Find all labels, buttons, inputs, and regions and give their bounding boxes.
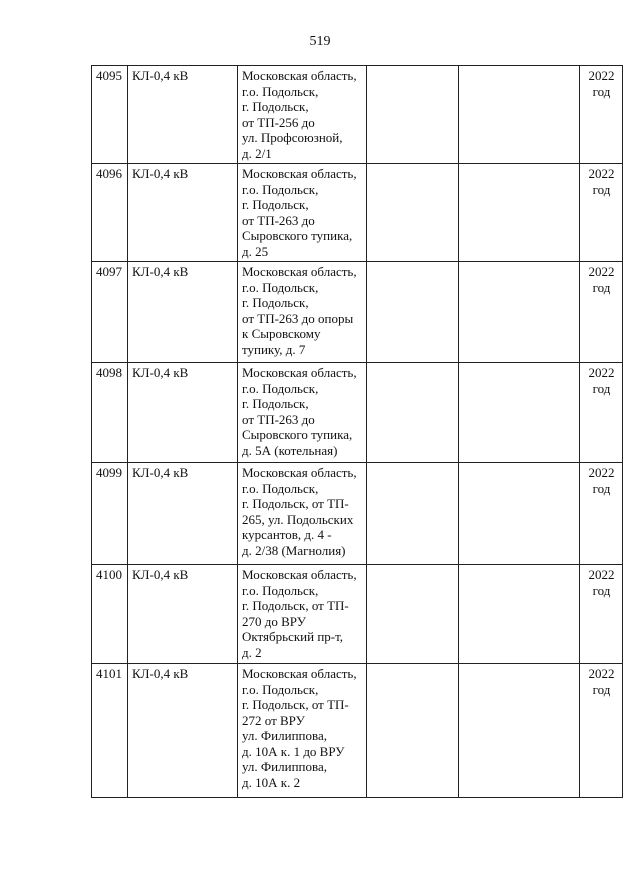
address-cell	[238, 363, 367, 463]
address-line: от ТП-263 до	[242, 212, 315, 228]
year-value: 2022	[588, 465, 615, 480]
table-row	[92, 66, 623, 164]
address-line: Московская область,	[242, 567, 357, 582]
line-type: КЛ-0,4 кВ	[128, 363, 238, 463]
year-unit: год	[592, 83, 611, 99]
address-line: д. 2/38 (Магнолия)	[242, 542, 346, 558]
year-unit: год	[592, 681, 611, 697]
empty-cell	[459, 262, 580, 363]
line-type: КЛ-0,4 кВ	[128, 262, 238, 363]
address-line: г.о. Подольск,	[242, 83, 319, 99]
table-row	[92, 463, 623, 565]
address-line: от ТП-263 до	[242, 411, 315, 427]
empty-cell	[459, 463, 580, 565]
year-unit: год	[592, 279, 611, 295]
row-number: 4095	[92, 66, 128, 164]
year-cell	[580, 463, 623, 565]
address-line: г. Подольск,	[242, 396, 309, 411]
year-cell	[580, 164, 623, 262]
row-number: 4097	[92, 262, 128, 363]
year-value: 2022	[588, 264, 615, 279]
address-line: Сыровского тупика,	[242, 228, 353, 243]
address-line: Московская область,	[242, 264, 357, 279]
year-value: 2022	[588, 666, 615, 681]
row-number: 4100	[92, 565, 128, 664]
address-line: Московская область,	[242, 365, 357, 380]
address-cell	[238, 164, 367, 262]
year-cell	[580, 262, 623, 363]
address-line: Сыровского тупика,	[242, 427, 353, 442]
address-cell	[238, 565, 367, 664]
address-line: тупику, д. 7	[242, 341, 306, 357]
address-line: 270 до ВРУ	[242, 613, 306, 629]
year-unit: год	[592, 480, 611, 496]
address-line: Московская область,	[242, 166, 357, 181]
address-line: от ТП-256 до	[242, 114, 315, 130]
empty-cell	[367, 66, 459, 164]
empty-cell	[367, 565, 459, 664]
address-cell	[238, 66, 367, 164]
address-line: 272 от ВРУ	[242, 712, 305, 728]
year-value: 2022	[588, 365, 615, 380]
address-line: к Сыровскому	[242, 326, 321, 341]
address-line: г.о. Подольск,	[242, 480, 319, 496]
address-line: г. Подольск,	[242, 99, 309, 114]
year-cell	[580, 565, 623, 664]
empty-cell	[459, 164, 580, 262]
empty-cell	[367, 164, 459, 262]
address-line: г.о. Подольск,	[242, 681, 319, 697]
address-cell	[238, 262, 367, 363]
address-line: д. 10А к. 2	[242, 774, 301, 790]
year-unit: год	[592, 181, 611, 197]
year-cell	[580, 363, 623, 463]
address-line: ул. Филиппова,	[242, 728, 327, 743]
address-line: г. Подольск, от ТП-	[242, 697, 349, 712]
address-line: г.о. Подольск,	[242, 582, 319, 598]
year-unit: год	[592, 380, 611, 396]
line-type: КЛ-0,4 кВ	[128, 463, 238, 565]
address-line: курсантов, д. 4 -	[242, 527, 332, 542]
address-cell	[238, 664, 367, 798]
line-type: КЛ-0,4 кВ	[128, 664, 238, 798]
registry-table	[91, 65, 623, 798]
empty-cell	[459, 66, 580, 164]
address-line: Московская область,	[242, 465, 357, 480]
line-type: КЛ-0,4 кВ	[128, 66, 238, 164]
year-value: 2022	[588, 68, 615, 83]
row-number: 4098	[92, 363, 128, 463]
address-line: Московская область,	[242, 68, 357, 83]
line-type: КЛ-0,4 кВ	[128, 565, 238, 664]
line-type: КЛ-0,4 кВ	[128, 164, 238, 262]
year-cell	[580, 664, 623, 798]
year-cell	[580, 66, 623, 164]
year-value: 2022	[588, 166, 615, 181]
address-line: Московская область,	[242, 666, 357, 681]
empty-cell	[459, 565, 580, 664]
address-line: г. Подольск, от ТП-	[242, 496, 349, 511]
address-line: д. 25	[242, 243, 269, 259]
empty-cell	[367, 463, 459, 565]
address-line: от ТП-263 до опоры	[242, 310, 354, 326]
address-line: г.о. Подольск,	[242, 380, 319, 396]
address-line: г. Подольск,	[242, 295, 309, 310]
table-row	[92, 363, 623, 463]
address-line: Октябрьский пр-т,	[242, 629, 344, 644]
table-row	[92, 664, 623, 798]
address-line: д. 2	[242, 644, 262, 660]
table-row	[92, 262, 623, 363]
table-row	[92, 164, 623, 262]
address-line: д. 10А к. 1 до ВРУ	[242, 743, 345, 759]
empty-cell	[367, 363, 459, 463]
row-number: 4099	[92, 463, 128, 565]
empty-cell	[367, 262, 459, 363]
address-line: г.о. Подольск,	[242, 181, 319, 197]
address-line: г. Подольск, от ТП-	[242, 598, 349, 613]
address-line: ул. Филиппова,	[242, 759, 327, 774]
row-number: 4101	[92, 664, 128, 798]
empty-cell	[459, 363, 580, 463]
address-line: д. 2/1	[242, 145, 272, 161]
empty-cell	[367, 664, 459, 798]
table-row	[92, 565, 623, 664]
address-line: 265, ул. Подольских	[242, 511, 354, 527]
address-line: д. 5А (котельная)	[242, 442, 338, 458]
address-cell	[238, 463, 367, 565]
page-number: 519	[309, 34, 331, 49]
year-value: 2022	[588, 567, 615, 582]
address-line: ул. Профсоюзной,	[242, 130, 343, 145]
address-line: г. Подольск,	[242, 197, 309, 212]
empty-cell	[459, 664, 580, 798]
year-unit: год	[592, 582, 611, 598]
address-line: г.о. Подольск,	[242, 279, 319, 295]
row-number: 4096	[92, 164, 128, 262]
